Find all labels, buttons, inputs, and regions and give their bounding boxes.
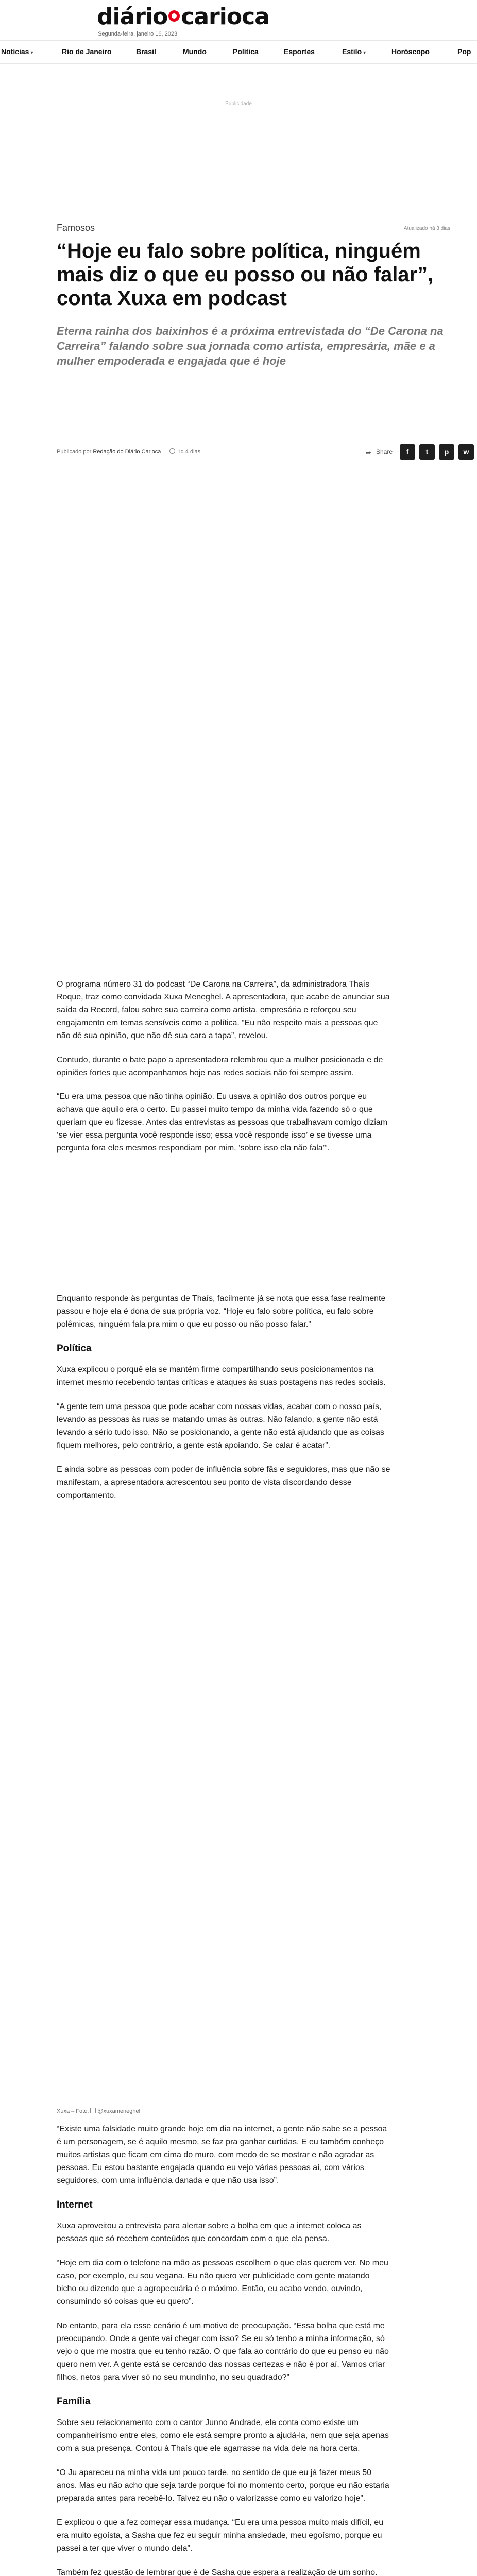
nav-item-rio-de-janeiro[interactable]: Rio de Janeiro bbox=[62, 47, 112, 56]
article-body-section-2 bbox=[57, 1292, 391, 1513]
share-pinterest-button[interactable]: p bbox=[439, 444, 454, 460]
share-label: Share bbox=[376, 448, 393, 455]
share-icon: ➦ bbox=[366, 449, 371, 456]
nav-item-politica[interactable]: Política bbox=[233, 47, 259, 56]
article-category[interactable]: Famosos bbox=[57, 223, 95, 233]
ad-label: Publicidade bbox=[225, 101, 252, 107]
article-body-section-4 bbox=[57, 2123, 391, 2576]
logo-dot-icon bbox=[168, 10, 180, 22]
nav-item-estilo[interactable]: Estilo ▾ bbox=[342, 47, 366, 56]
nav-item-esportes[interactable]: Esportes bbox=[284, 47, 315, 56]
paragraph: E explicou o que a fez começar essa mudança. “Eu era uma pessoa muito mais difícil, eu era muito egoísta, a Sasha que fez eu seguir minha ansiedade, meu egoísmo, porque eu passei a ter que viver o mundo dela”. bbox=[57, 2518, 384, 2553]
paragraph: Contudo, durante o bate papo a apresentadora relembrou que a mulher posicionada e de opiniões fortes que acompanhamos hoje nas redes sociais não foi sempre assim. bbox=[57, 1056, 383, 1077]
paragraph: E ainda sobre as pessoas com poder de influência sobre fãs e seguidores, mas que não se manifestam, a apresentadora acrescentou seu ponto de vista discordando desse comportamento. bbox=[57, 1465, 390, 1500]
share-bar bbox=[366, 444, 469, 460]
paragraph: Xuxa aproveitou a entrevista para alertar sobre a bolha em que a internet coloca as pessoas que só recebem conteúdos que concordam com o que ela pensa. bbox=[57, 2222, 362, 2243]
paragraph: “Existe uma falsidade muito grande hoje em dia na internet, a gente não sabe se a pessoa é um personagem, se é aquilo mesmo, se faz pra ganhar curtidas. E eu também conheço muitos artistas que ficam em cima do muro, com medo de se mostrar e não agradar as pessoas. Eu estou bastante engajada quando eu vejo várias pessoas aí, com vários seguidores, com uma influência danada e que não usa isso”. bbox=[57, 2125, 387, 2185]
section-heading-familia: Família bbox=[57, 2396, 91, 2407]
instagram-icon bbox=[90, 2108, 96, 2113]
paragraph: “A gente tem uma pessoa que pode acabar com nossas vidas, acabar com o nosso país, levando as pessoas às ruas se matando umas às outras. Não falando, a gente não está levando a sério tudo isso. Não se posicionando, a gente não está ajudando que as coisas fiquem melhores, pelo contrário, a gente está apoiando. Se calar é acatar”. bbox=[57, 1402, 384, 1450]
site-header bbox=[0, 0, 477, 40]
site-logo[interactable]: diário carioca bbox=[97, 4, 269, 30]
article-quote-block bbox=[57, 1090, 391, 1166]
paragraph: “O Ju apareceu na minha vida um pouco tarde, no sentido de que eu já fazer meus 50 anos. Mas eu não acho que seja tarde porque foi no momento certo, porque eu não estaria preparada antes para recebê-lo. Talvez eu não o valorizasse como eu valorizo hoje”. bbox=[57, 2468, 389, 2503]
chevron-down-icon: ▾ bbox=[30, 50, 33, 56]
top-ad-slot bbox=[161, 67, 316, 196]
publish-time: 1d 4 dias bbox=[177, 449, 201, 455]
paragraph: “Hoje em dia com o telefone na mão as pessoas escolhem o que elas querem ver. No meu caso, por exemplo, eu sou vegana. Eu não quero ver publicidade com gente matando bicho ou dizendo que a agropecuária é o máximo. Então, eu acabo vendo, ouvindo, consumindo só coisas que eu quero”. bbox=[57, 2259, 388, 2306]
clock-icon bbox=[169, 448, 175, 454]
header-date: Segunda-feira, janeiro 16, 2023 bbox=[98, 31, 178, 37]
paragraph: Também fez questão de lembrar que é de Sasha que espera a realização de um sonho. bbox=[57, 2568, 378, 2576]
paragraph: “Eu era uma pessoa que não tinha opinião. Eu usava a opinião dos outros porque eu achava que aquilo era o certo. Eu passei muito tempo da minha vida fazendo só o que queriam que eu fizesse. Antes das entrevistas as pessoas que trabalhavam comigo diziam ‘se vier essa pergunta você responde isso; essa você responde isso’ e se tivesse uma pergunta fora eles mesmos respondiam por mim, ‘sobre isso ela não fala’”. bbox=[57, 1092, 388, 1153]
updated-time: Atualizado há 3 dias bbox=[403, 226, 450, 231]
paragraph: Sobre seu relacionamento com o cantor Junno Andrade, ela conta como existe um companheirismo entre eles, como ele está sempre pronto a ajudá-la, nem que seja apenas com a sua presença. Contou à Thaís que ele agarrasse na vida dele na hora certa. bbox=[57, 2418, 389, 2453]
article-headline: “Hoje eu falo sobre política, ninguém mais diz o que eu posso ou não falar”, conta Xuxa em podcast bbox=[57, 240, 434, 310]
nav-item-mundo[interactable]: Mundo bbox=[183, 47, 207, 56]
nav-item-noticias[interactable]: Notícias ▾ bbox=[1, 47, 33, 56]
paragraph: Xuxa explicou o porquê ela se mantém firme compartilhando seus posicionamentos na internet mesmo recebendo tantas críticas e ataques às suas postagens nas redes sociais. bbox=[57, 1365, 386, 1387]
section-heading-politica: Política bbox=[57, 1343, 92, 1354]
paragraph: Enquanto responde às perguntas de Thaís, facilmente já se nota que essa fase realmente passou e hoje ela é dona de sua própria voz. “Hoje eu falo sobre política, eu falo sobre polêmicas, ninguém fala pra mim o que eu posso ou não posso falar.” bbox=[57, 1294, 386, 1329]
share-facebook-button[interactable]: f bbox=[400, 444, 415, 460]
article-body-intro bbox=[57, 978, 391, 1091]
article-subtitle: Eterna rainha dos baixinhos é a próxima entrevistada do “De Carona na Carreira” falando sobre sua jornada como artista, empresária, mãe e a mulher empoderada e engajada que é hoje bbox=[57, 325, 444, 367]
paragraph: No entanto, para ela esse cenário é um motivo de preocupação. “Essa bolha que está me preocupando. Onde a gente vai chegar com isso? Se eu só tenho a minha informação, só vejo o que me mostra que eu tenho razão. O que fala ao contrário do que eu penso eu não quero nem ver. A gente está se cercando das nossas certezas e não é por aí. Vamos criar filhos, netos para viver só no seu mundinho, no seu quadrado?” bbox=[57, 2321, 389, 2382]
photo-caption: Xuxa – Foto: @xuxameneghel bbox=[57, 2108, 141, 2114]
author-link[interactable]: Redação do Diário Carioca bbox=[93, 449, 161, 455]
main-nav bbox=[0, 40, 477, 64]
nav-item-brasil[interactable]: Brasil bbox=[136, 47, 156, 56]
byline: Publicado por Redação do Diário Carioca 1d 4 dias bbox=[57, 449, 201, 455]
nav-item-horoscopo[interactable]: Horóscopo bbox=[391, 47, 430, 56]
chevron-down-icon: ▾ bbox=[363, 50, 366, 56]
share-whatsapp-button[interactable]: w bbox=[458, 444, 474, 460]
nav-item-pop[interactable]: Pop bbox=[457, 47, 471, 56]
share-twitter-button[interactable]: t bbox=[419, 444, 435, 460]
article-meta bbox=[57, 443, 469, 461]
section-heading-internet: Internet bbox=[57, 2199, 93, 2210]
paragraph: O programa número 31 do podcast “De Carona na Carreira”, da administradora Thaís Roque, traz como convidada Xuxa Meneghel. A apresentadora, que acabe de anunciar sua saída da Record, falou sobre sua carreira como artista, empresária e reforçou seu engajamento em temas sensíveis como a política. “Eu não respeito mais a pessoas que não dê sua opinião, que não dê sua cara a tapa”, revelou. bbox=[57, 980, 390, 1040]
